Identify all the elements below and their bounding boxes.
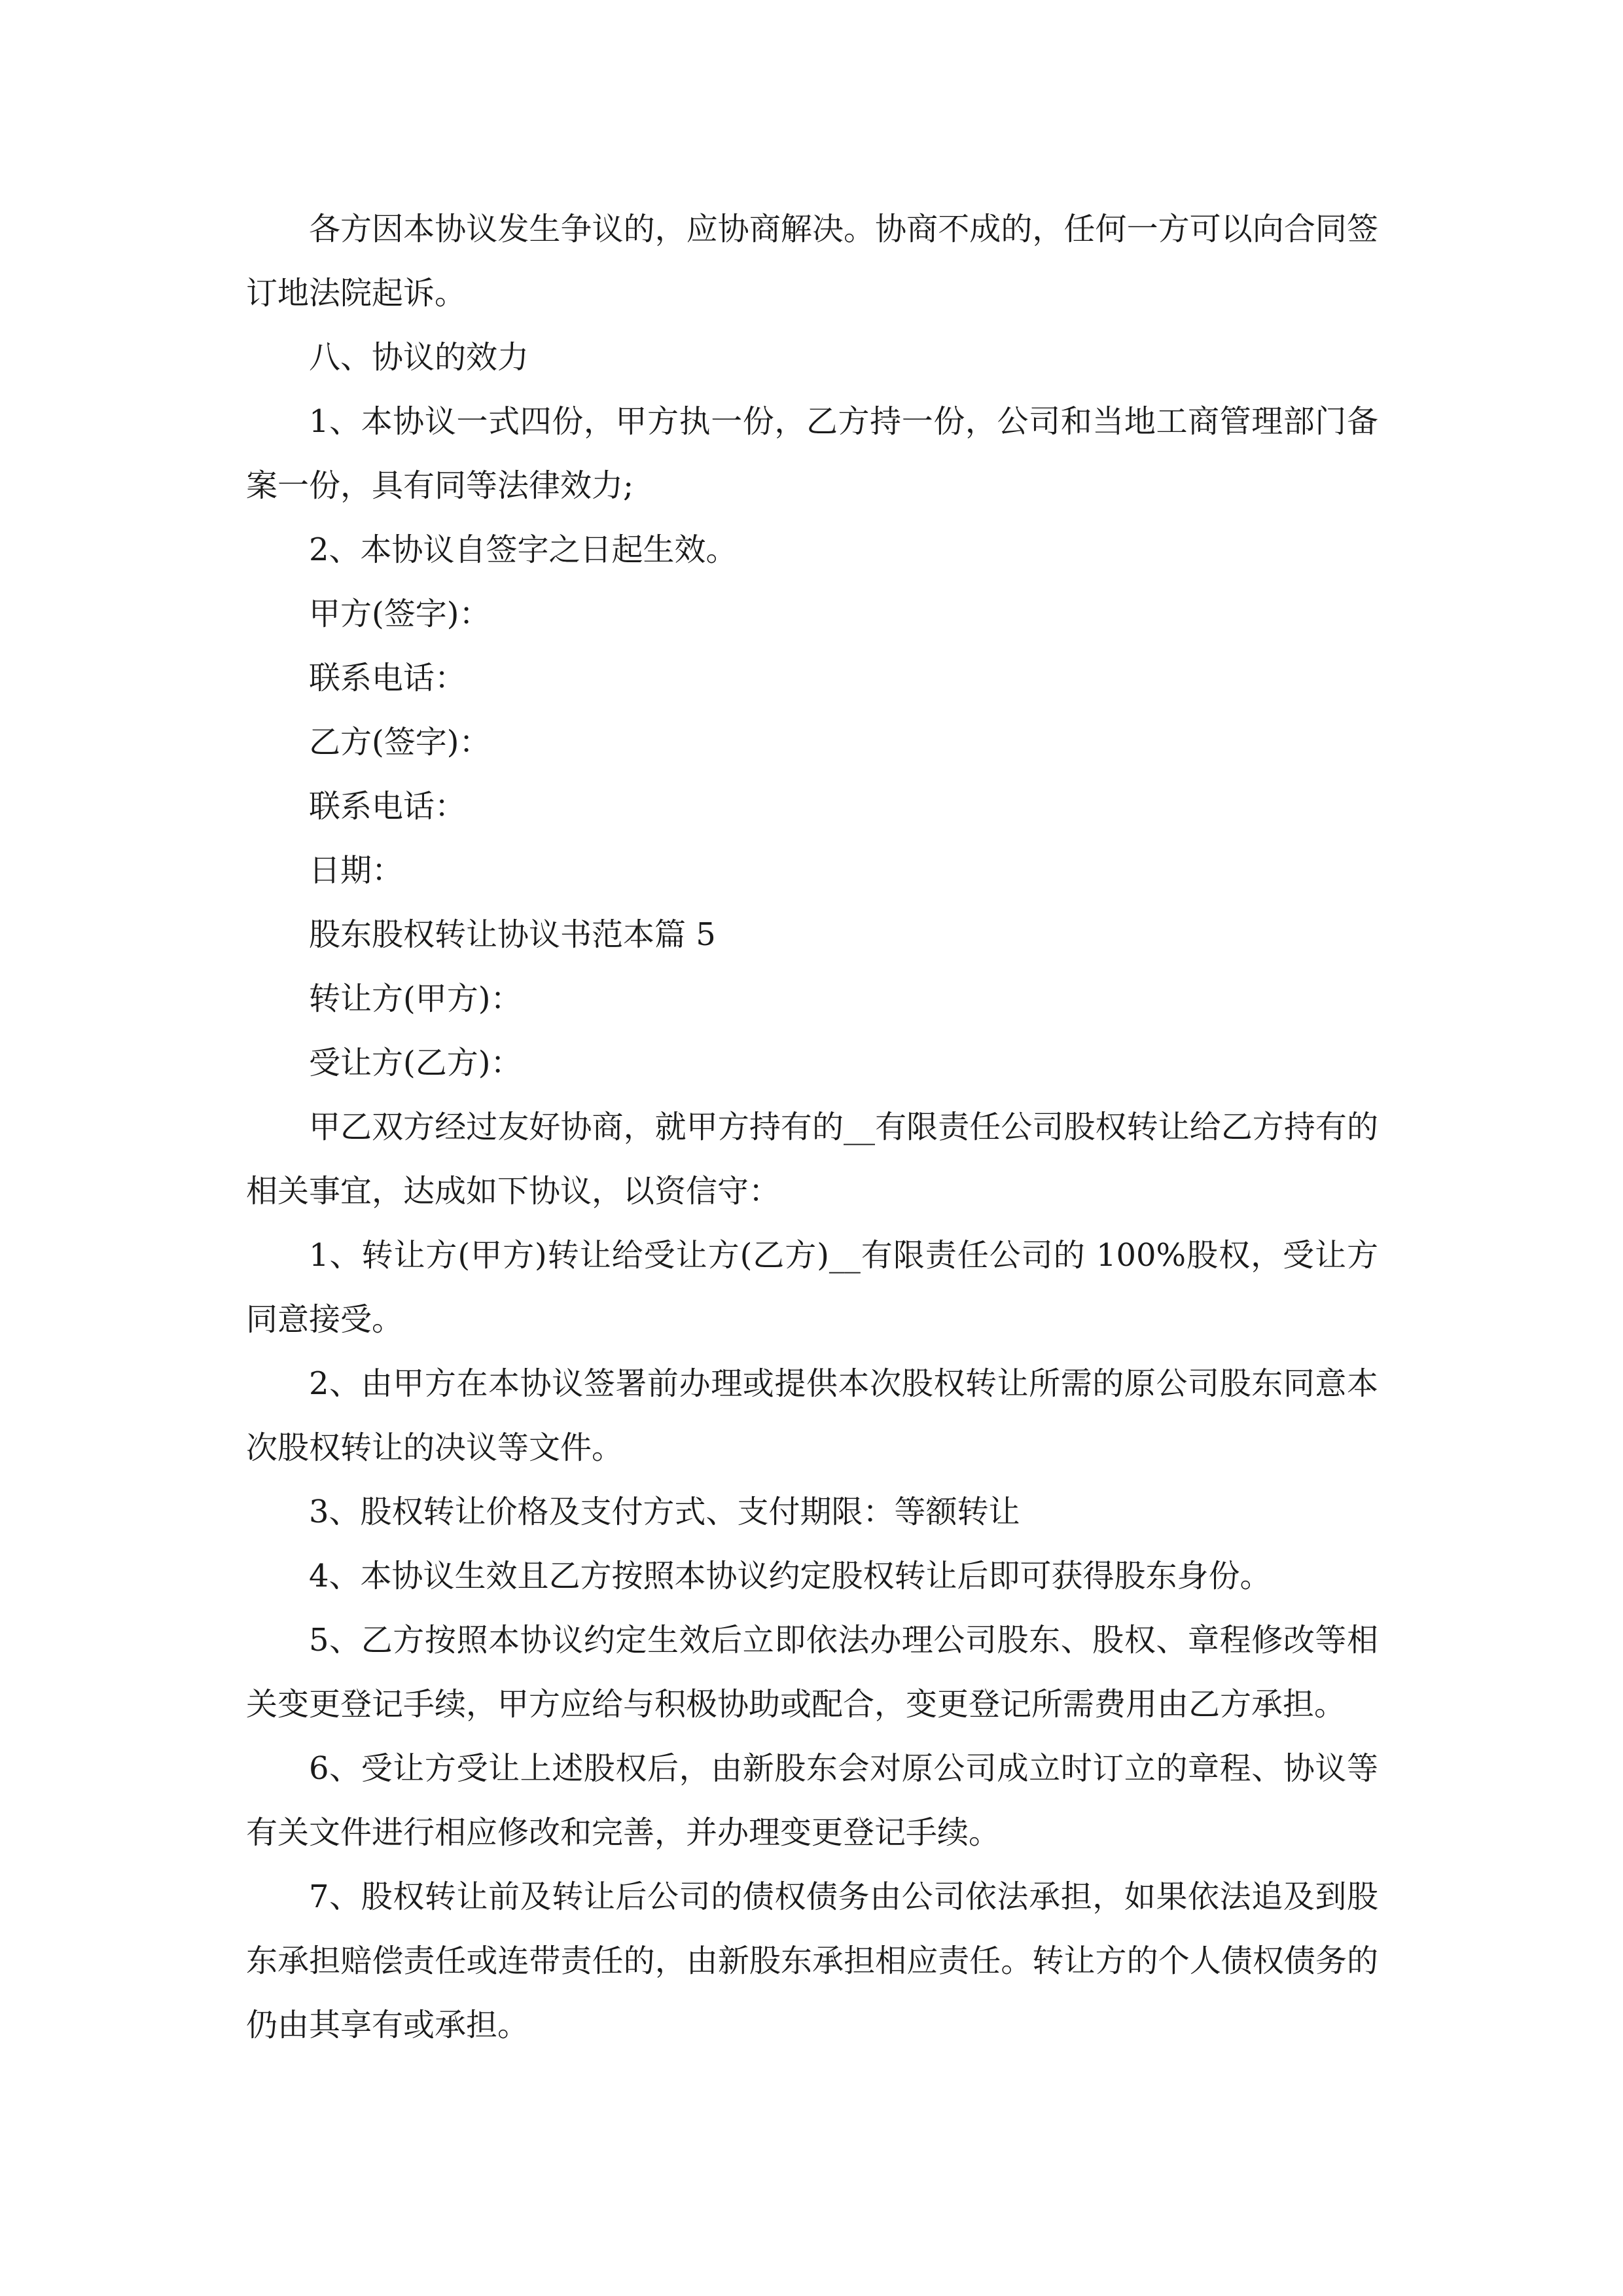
paragraph-effective: 2、本协议自签字之日起生效。 — [309, 531, 738, 568]
transferee-line: 受让方(乙方)： — [309, 1045, 522, 1081]
paragraph-dispute-resolution: 各方因本协议发生争议的，应协商解决。协商不成的，任何一方可以向合同签订地法院起诉。 — [246, 211, 1378, 312]
phone-party-a: 联系电话： — [309, 660, 467, 696]
transferor-line: 转让方(甲方)： — [309, 980, 522, 1017]
paragraph-copies: 1、本协议一式四份，甲方执一份，乙方持一份，公司和当地工商管理部门备案一份，具有同等法律效力; — [246, 403, 1378, 504]
clause-1: 1、转让方(甲方)转让给受让方(乙方)__有限责任公司的 100%股权，受让方同意接受。 — [246, 1237, 1378, 1338]
paragraph-preamble: 甲乙双方经过友好协商，就甲方持有的__有限责任公司股权转让给乙方持有的相关事宜，达成如下协议，以资信守： — [246, 1109, 1378, 1210]
document-body — [246, 197, 1378, 2057]
clause-3: 3、股权转让价格及支付方式、支付期限：等额转让 — [309, 1494, 1020, 1530]
clause-7: 7、股权转让前及转让后公司的债权债务由公司依法承担，如果依法追及到股东承担赔偿责任或连带责任的，由新股东承担相应责任。转让方的个人债权债务的仍由其享有或承担。 — [246, 1878, 1378, 2043]
signature-party-a: 甲方(签字)： — [309, 596, 491, 632]
signature-party-b: 乙方(签字)： — [309, 724, 491, 761]
clause-5: 5、乙方按照本协议约定生效后立即依法办理公司股东、股权、章程修改等相关变更登记手续，甲方应给与积极协助或配合，变更登记所需费用由乙方承担。 — [246, 1622, 1378, 1723]
clause-4: 4、本协议生效且乙方按照本协议约定股权转让后即可获得股东身份。 — [309, 1558, 1272, 1594]
clause-2: 2、由甲方在本协议签署前办理或提供本次股权转让所需的原公司股东同意本次股权转让的决议等文件。 — [246, 1365, 1378, 1466]
phone-party-b: 联系电话： — [309, 788, 467, 825]
clause-6: 6、受让方受让上述股权后，由新股东会对原公司成立时订立的章程、协议等有关文件进行相应修改和完善，并办理变更登记手续。 — [246, 1750, 1378, 1851]
date-line: 日期： — [309, 852, 404, 889]
document-title-5: 股东股权转让协议书范本篇 5 — [309, 916, 716, 953]
section-heading-validity: 八、协议的效力 — [309, 339, 529, 376]
